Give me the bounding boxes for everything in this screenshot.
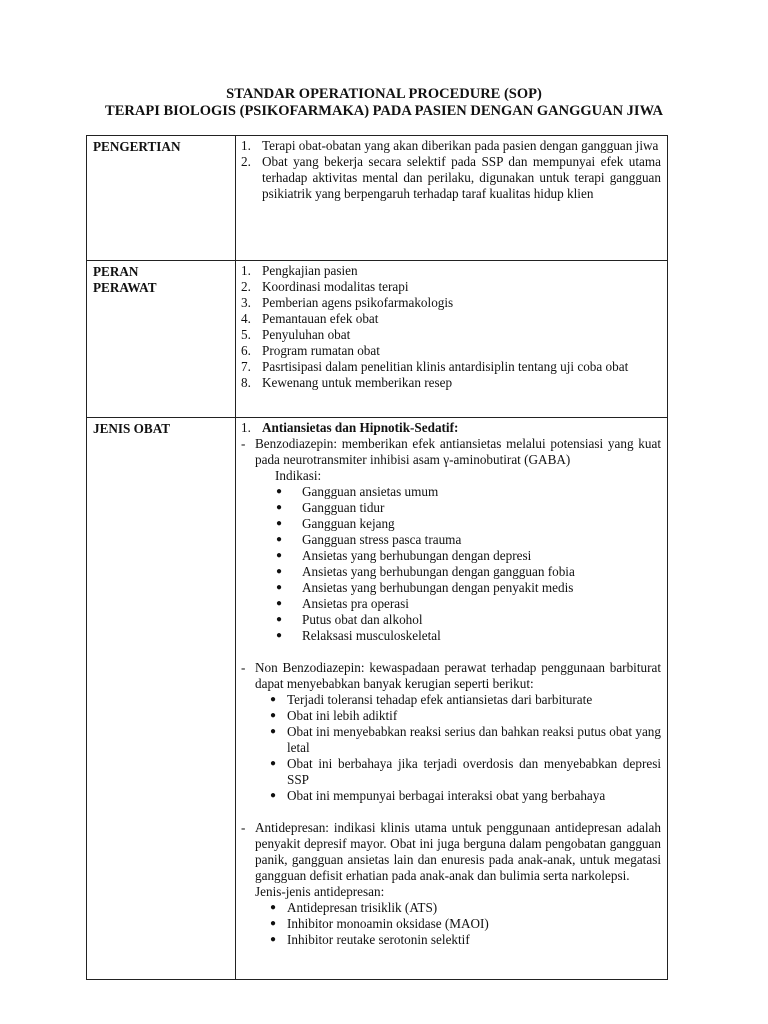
item-text: Kewenang untuk memberikan resep <box>262 375 453 390</box>
list-item <box>276 484 661 500</box>
dash-marker: - <box>241 436 246 451</box>
bullet-icon: ● <box>270 694 277 705</box>
item-text: Gangguan stress pasca trauma <box>302 532 462 547</box>
list-item <box>270 708 661 724</box>
item-number: 1. <box>241 263 251 278</box>
jenis-obat-content <box>236 418 668 980</box>
bullet-icon: ● <box>276 502 283 513</box>
peran-label-line2: PERAWAT <box>93 280 157 295</box>
document-title: STANDAR OPERATIONAL PROCEDURE (SOP) <box>226 86 542 102</box>
item-text: Obat ini berbahaya jika terjadi overdosis dan menyebabkan depresi SSP <box>287 756 661 787</box>
list-item <box>276 516 661 532</box>
list-item <box>276 532 661 548</box>
item-text: Putus obat dan alkohol <box>302 612 423 627</box>
bullet-icon: ● <box>276 630 283 641</box>
antidepresan-paragraph <box>241 820 661 884</box>
list-item <box>270 916 661 932</box>
list-item <box>241 279 661 295</box>
item-text: Pemantauan efek obat <box>262 311 379 326</box>
item-text: Obat ini lebih adiktif <box>287 708 398 723</box>
list-item <box>241 263 661 279</box>
list-item <box>276 548 661 564</box>
peran-content <box>236 261 668 418</box>
item-text: Gangguan kejang <box>302 516 395 531</box>
item-text: Inhibitor reutake serotonin selektif <box>287 932 470 947</box>
table-row-peran <box>87 261 668 418</box>
item-text: Ansietas yang berhubungan dengan gangguan fobia <box>302 564 575 579</box>
item-number: 2. <box>241 154 251 169</box>
item-text: Ansietas yang berhubungan dengan depresi <box>302 548 532 563</box>
row-label-pengertian <box>87 136 236 261</box>
item-text: Pengkajian pasien <box>262 263 358 278</box>
sop-table <box>86 135 668 980</box>
non-benzodiazepin-list <box>241 692 661 804</box>
item-text: Terapi obat-obatan yang akan diberikan pada pasien dengan gangguan jiwa <box>262 138 659 153</box>
list-item <box>270 756 661 788</box>
indikasi-label: Indikasi: <box>275 468 322 483</box>
list-item <box>241 154 661 202</box>
table-row-jenis-obat <box>87 418 668 980</box>
item-text: Penyuluhan obat <box>262 327 351 342</box>
item-number: 5. <box>241 327 251 342</box>
pengertian-content <box>236 136 668 261</box>
item-number: 3. <box>241 295 251 310</box>
paragraph-text: Benzodiazepin: memberikan efek antiansietas melalui potensiasi yang kuat pada neurotransmiter inhibisi asam γ-aminobutirat (GABA) <box>255 436 661 467</box>
item-number: 4. <box>241 311 251 326</box>
list-item <box>270 692 661 708</box>
bullet-icon: ● <box>276 534 283 545</box>
item-text: Obat ini menyebabkan reaksi serius dan bahkan reaksi putus obat yang letal <box>287 724 661 755</box>
item-text: Antidepresan trisiklik (ATS) <box>287 900 438 915</box>
item-text: Inhibitor monoamin oksidase (MAOI) <box>287 916 489 931</box>
list-item <box>276 500 661 516</box>
item-text: Pasrtisipasi dalam penelitian klinis antardisiplin tentang uji coba obat <box>262 359 629 374</box>
item-text: Gangguan ansietas umum <box>302 484 439 499</box>
bullet-icon: ● <box>270 790 277 801</box>
bullet-icon: ● <box>276 550 283 561</box>
bullet-icon: ● <box>270 710 277 721</box>
antidepresan-list <box>241 900 661 948</box>
item-text: Ansietas pra operasi <box>302 596 409 611</box>
section-title: Antiansietas dan Hipnotik-Sedatif: <box>262 420 459 435</box>
jenis-antidepresan-label: Jenis-jenis antidepresan: <box>255 884 385 899</box>
bullet-icon: ● <box>270 934 277 945</box>
table-row-pengertian <box>87 136 668 261</box>
list-item <box>241 327 661 343</box>
item-number: 7. <box>241 359 251 374</box>
list-item <box>270 932 661 948</box>
bullet-icon: ● <box>270 726 277 737</box>
bullet-icon: ● <box>270 902 277 913</box>
paragraph-text: Antidepresan: indikasi klinis utama untuk penggunaan antidepresan adalah penyakit depresif mayor. Obat ini juga berguna dalam pengobatan gangguan panik, gangguan ansietas lain dan enuresis pada anak-anak, untuk megatasi gangguan defisit erhatian pada anak-anak dan bulimia serta narkolepsi. <box>255 820 661 883</box>
list-item <box>241 295 661 311</box>
item-text: Pemberian agens psikofarmakologis <box>262 295 454 310</box>
item-text: Terjadi toleransi tehadap efek antiansietas dari barbiturate <box>287 692 593 707</box>
item-text: Gangguan tidur <box>302 500 385 515</box>
item-number: 1. <box>241 138 251 153</box>
item-text: Ansietas yang berhubungan dengan penyakit medis <box>302 580 574 595</box>
dash-marker: - <box>241 820 246 835</box>
item-number: 8. <box>241 375 251 390</box>
list-item <box>241 375 661 391</box>
list-item <box>241 359 661 375</box>
indikasi-list <box>241 484 661 644</box>
list-item <box>241 311 661 327</box>
item-text: Koordinasi modalitas terapi <box>262 279 409 294</box>
list-item <box>270 724 661 756</box>
bullet-icon: ● <box>276 566 283 577</box>
list-item <box>276 596 661 612</box>
non-benzodiazepin-paragraph <box>241 660 661 692</box>
row-label-jenis-obat <box>87 418 236 980</box>
jenis-obat-label: JENIS OBAT <box>93 421 171 436</box>
document-subtitle: TERAPI BIOLOGIS (PSIKOFARMAKA) PADA PASIEN DENGAN GANGGUAN JIWA <box>105 103 663 119</box>
paragraph-text: Non Benzodiazepin: kewaspadaan perawat terhadap penggunaan barbiturat dapat menyebabkan banyak kerugian seperti berikut: <box>255 660 661 691</box>
item-text: Obat yang bekerja secara selektif pada SSP dan mempunyai efek utama terhadap aktivitas mental dan perilaku, digunakan untuk terapi gangguan psikiatrik yang berpengaruh terhadap taraf kualitas hidup klien <box>262 154 661 201</box>
bullet-icon: ● <box>276 598 283 609</box>
item-number: 2. <box>241 279 251 294</box>
list-item <box>276 612 661 628</box>
dash-marker: - <box>241 660 246 675</box>
peran-label-line1: PERAN <box>93 264 139 279</box>
benzodiazepin-paragraph <box>241 436 661 468</box>
list-item <box>270 900 661 916</box>
list-item <box>276 580 661 596</box>
list-item <box>276 628 661 644</box>
bullet-icon: ● <box>270 918 277 929</box>
item-text: Program rumatan obat <box>262 343 380 358</box>
row-label-peran <box>87 261 236 418</box>
bullet-icon: ● <box>276 486 283 497</box>
section-heading <box>241 420 661 436</box>
list-item <box>241 138 661 154</box>
item-text: Relaksasi musculoskeletal <box>302 628 441 643</box>
bullet-icon: ● <box>276 582 283 593</box>
bullet-icon: ● <box>276 614 283 625</box>
item-text: Obat ini mempunyai berbagai interaksi obat yang berbahaya <box>287 788 606 803</box>
list-item <box>270 788 661 804</box>
pengertian-label: PENGERTIAN <box>93 139 181 154</box>
bullet-icon: ● <box>270 758 277 769</box>
list-item <box>276 564 661 580</box>
section-number: 1. <box>241 420 251 435</box>
item-number: 6. <box>241 343 251 358</box>
list-item <box>241 343 661 359</box>
bullet-icon: ● <box>276 518 283 529</box>
